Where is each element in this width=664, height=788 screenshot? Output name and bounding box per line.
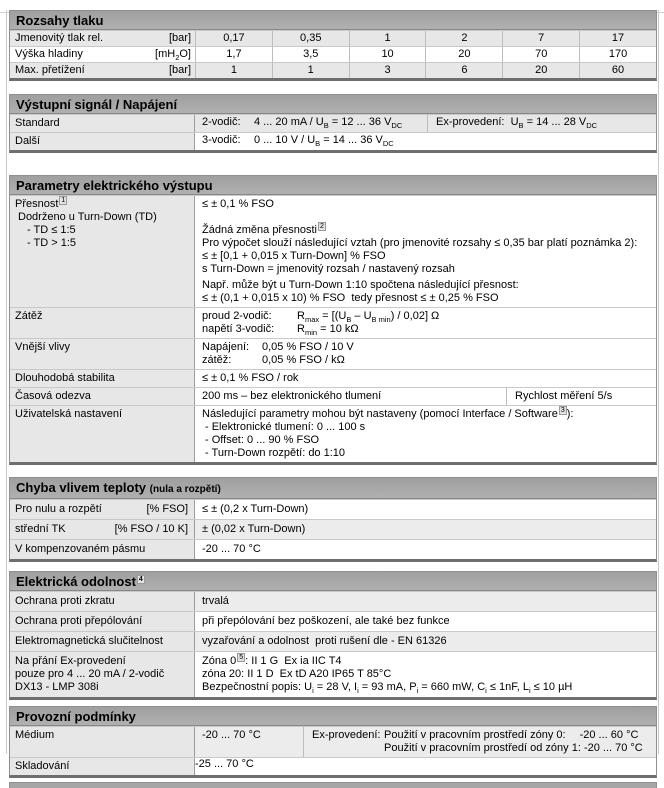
table-row <box>10 539 656 559</box>
row-label: Zátěž <box>10 308 195 338</box>
user-settings-row <box>10 405 656 462</box>
measuring-rate: Rychlost měření 5/s <box>506 388 656 405</box>
cell: 10 <box>349 47 426 62</box>
row-unit <box>188 543 190 556</box>
cell: 6 <box>425 63 502 78</box>
long-term-stability-row <box>10 369 656 387</box>
row-value: 200 ms – bez elektronického tlumení <box>195 388 506 405</box>
row-label: Pro nulu a rozpětí [% FSO] <box>10 500 195 519</box>
temperature-range: -20 ... 70 °C <box>202 729 261 741</box>
row-label: Elektromagnetická slučitelnost <box>10 632 195 651</box>
value-line: - Turn-Down rozpětí: do 1:10 <box>205 447 346 459</box>
cell: 3,5 <box>272 47 349 62</box>
cell: 1,7 <box>195 47 272 62</box>
ex-text: Použití v pracovním prostředí od zóny 1: <box>384 742 581 754</box>
cell: 170 <box>579 47 656 62</box>
table-row <box>10 62 656 78</box>
cell: 0,35 <box>272 31 349 46</box>
external-influences-row <box>10 338 656 369</box>
datasheet-page <box>0 10 664 772</box>
section-title: Výstupní signál / Napájení <box>10 95 656 114</box>
value-line: zóna 20: II 1 D Ex tD A20 IP65 T 85°C <box>202 668 392 680</box>
row-unit: $[mH_2O]$ <box>155 48 191 63</box>
section-title: Provozní podmínky <box>10 707 656 726</box>
row-unit: [bar] <box>168 32 191 44</box>
row-value: trvalá <box>195 592 656 611</box>
ex-temp: -20 ... 70 °C <box>583 742 643 754</box>
cell: 7 <box>502 31 579 46</box>
sub-label: napětí 3-vodič: <box>202 323 275 335</box>
cell: 0,17 <box>195 31 272 46</box>
ex-temp: -20 ... 60 °C <box>579 729 639 741</box>
row-value <box>195 133 656 150</box>
cell: 2 <box>425 31 502 46</box>
table-row <box>10 591 656 611</box>
row-label <box>10 196 195 307</box>
row-value <box>195 308 656 338</box>
section-title: Parametry elektrického výstupu <box>10 176 656 195</box>
value-line: Zóna 0 $^5$ : II 1 G Ex ia IIC T4 <box>202 654 342 667</box>
row-value <box>195 652 656 697</box>
table-row <box>10 611 656 631</box>
row-label: V kompenzovaném pásmu <box>10 540 195 559</box>
row-value: při přepólování bez poškození, ale také bez funkce <box>195 612 656 631</box>
storage-row <box>10 757 656 775</box>
row-label: Časová odezva <box>10 388 195 405</box>
row-value <box>195 727 656 757</box>
value-text: 0,05 % FSO / 10 V <box>262 341 354 353</box>
value-line: ≤ ± 0,1 % FSO <box>202 198 274 210</box>
value-line: Bezpečnostní popis: $U_i = 28$ V, $I_i = 93$ mA, $P_i = 660$ mW, $C_i \le 1nF$, $L_i \le 10$ µH <box>202 681 573 696</box>
section-output-signal <box>9 94 657 153</box>
section-temperature-error <box>9 477 657 562</box>
row-label: Uživatelská nastavení <box>10 406 195 462</box>
label-line: - TD > 1:5 <box>27 237 77 249</box>
row-label: Ochrana proti zkratu <box>10 592 195 611</box>
row-value <box>195 339 656 369</box>
row-label: Vnější vlivy <box>10 339 195 369</box>
row-value: vyzařování a odolnost proti rušení dle - EN 61326 <box>195 632 656 651</box>
row-unit: [% FSO] <box>146 503 188 515</box>
sub-label: Napájení: <box>202 341 250 353</box>
load-row <box>10 307 656 338</box>
cell: 20 <box>425 47 502 62</box>
sub-label: zátěž: <box>202 354 232 366</box>
row-label: Výška hladiny <box>15 48 83 60</box>
row-label: Standard <box>10 115 195 132</box>
section-subtitle: (nula a rozpětí) <box>149 484 221 495</box>
formula: $R_{max} = [(U_B - U_{B min}) / 0,02]$ Ω <box>297 310 440 325</box>
signal-value: 4 ... 20 mA / $U_B = 12$ ... 36 $V_{DC}$ <box>254 116 403 131</box>
value-line: ≤ ± [0,1 + 0,015 x Turn-Down] % FSO <box>202 250 386 262</box>
row-unit: [bar] <box>168 64 191 76</box>
wire-type: 2-vodič: <box>202 116 241 128</box>
row-label: Médium <box>10 727 195 757</box>
formula: $R_{min} = 10$ kΩ <box>297 323 359 338</box>
row-label: střední TK [% FSO / 10 K] <box>10 520 195 539</box>
label-line: Přesnost $^1$ <box>15 197 66 210</box>
section-electrical-output <box>9 175 657 465</box>
signal-value: 0 ... 10 $V / U_B = 14$ ... 36 $V_{DC}$ <box>254 134 394 149</box>
row-label: Další <box>10 133 195 150</box>
table-row <box>10 631 656 651</box>
row-value: -20 ... 70 °C <box>195 540 656 559</box>
row-label: Jmenovitý tlak rel. <box>15 32 104 44</box>
ex-text: Použití v pracovním prostředí zóny 0: <box>384 729 566 741</box>
cell: 1 <box>349 31 426 46</box>
cell: 70 <box>502 47 579 62</box>
section-title: Elektrická odolnost $^4$ <box>10 572 656 591</box>
section-electrical-protection <box>9 571 657 700</box>
value-line: ≤ ± (0,1 + 0,015 x 10) % FSO tedy přesnost ≤ ± 0,25 % FSO <box>202 292 499 304</box>
label-line: Na přání Ex-provedení <box>15 655 126 667</box>
page-margin-guide-left <box>6 10 7 754</box>
cell: 1 <box>195 63 272 78</box>
row-label: Ochrana proti přepólování <box>10 612 195 631</box>
row-label: Dlouhodobá stabilita <box>10 370 195 387</box>
row-value: -25 ... 70 °C <box>195 758 656 775</box>
row-unit: [% FSO / 10 K] <box>114 523 188 535</box>
cell: 17 <box>579 31 656 46</box>
value-line: Žádná změna přesnosti $^2$ <box>202 223 324 236</box>
value-line: - Offset: 0 ... 90 % FSO <box>205 434 320 446</box>
table-row <box>10 519 656 539</box>
table-row <box>10 30 656 46</box>
cell: 1 <box>272 63 349 78</box>
value-line: Např. může být u Turn-Down 1:10 spočtena následující přesnost: <box>202 279 519 291</box>
cell: 3 <box>349 63 426 78</box>
value-line: s Turn-Down = jmenovitý rozsah / nastavený rozsah <box>202 263 455 275</box>
row-label: Max. přetížení <box>15 64 85 76</box>
section-operating-conditions <box>9 706 657 778</box>
ex-conditions <box>303 727 656 757</box>
medium-row <box>10 726 656 757</box>
ex-version-row <box>10 651 656 697</box>
row-value <box>195 115 427 132</box>
value-line: - Elektronické tlumení: 0 ... 100 s <box>205 421 366 433</box>
table-row <box>10 132 656 150</box>
row-value: ± (0,02 x Turn-Down) <box>195 520 656 539</box>
sub-label: proud 2-vodič: <box>202 310 272 322</box>
value-line: Pro výpočet slouží následující vztah (pro jmenovité rozsahy ≤ 0,35 bar platí poznámka 2): <box>202 237 638 249</box>
row-value: ≤ ± (0,2 x Turn-Down) <box>195 500 656 519</box>
next-section-header-partial <box>9 782 657 788</box>
row-label <box>10 652 195 697</box>
label-line: DX13 - LMP 308i <box>15 681 99 693</box>
label-line: pouze pro 4 ... 20 mA / 2-vodič <box>15 668 165 680</box>
label-line: - TD ≤ 1:5 <box>27 224 76 236</box>
ex-variant-value: Ex-provedení: $U_B = 14$ ... 28 $V_{DC}$ <box>427 115 656 132</box>
label-line: Dodrženo u Turn-Down (TD) <box>18 211 157 223</box>
section-title: Rozsahy tlaku <box>10 11 656 30</box>
row-label: Skladování <box>10 758 195 775</box>
cell: 20 <box>502 63 579 78</box>
table-row <box>10 46 656 62</box>
value-line <box>202 211 652 224</box>
response-time-row <box>10 387 656 405</box>
table-row <box>10 499 656 519</box>
value-text: 0,05 % FSO / kΩ <box>262 354 345 366</box>
ex-prefix: Ex-provedení: <box>312 729 381 741</box>
cell: 60 <box>579 63 656 78</box>
value-line: Následující parametry mohou být nastaveny (pomocí Interface / Software $^3$ ): <box>202 407 574 420</box>
accuracy-row <box>10 195 656 307</box>
row-value <box>195 196 656 307</box>
section-title: Chyba vlivem teploty (nula a rozpětí) <box>10 478 656 499</box>
row-value: ≤ ± 0,1 % FSO / rok <box>195 370 656 387</box>
section-pressure-ranges <box>9 10 657 81</box>
page-margin-guide-right <box>658 10 659 754</box>
table-row <box>10 114 656 132</box>
wire-type: 3-vodič: <box>202 134 241 146</box>
row-value <box>195 406 656 462</box>
